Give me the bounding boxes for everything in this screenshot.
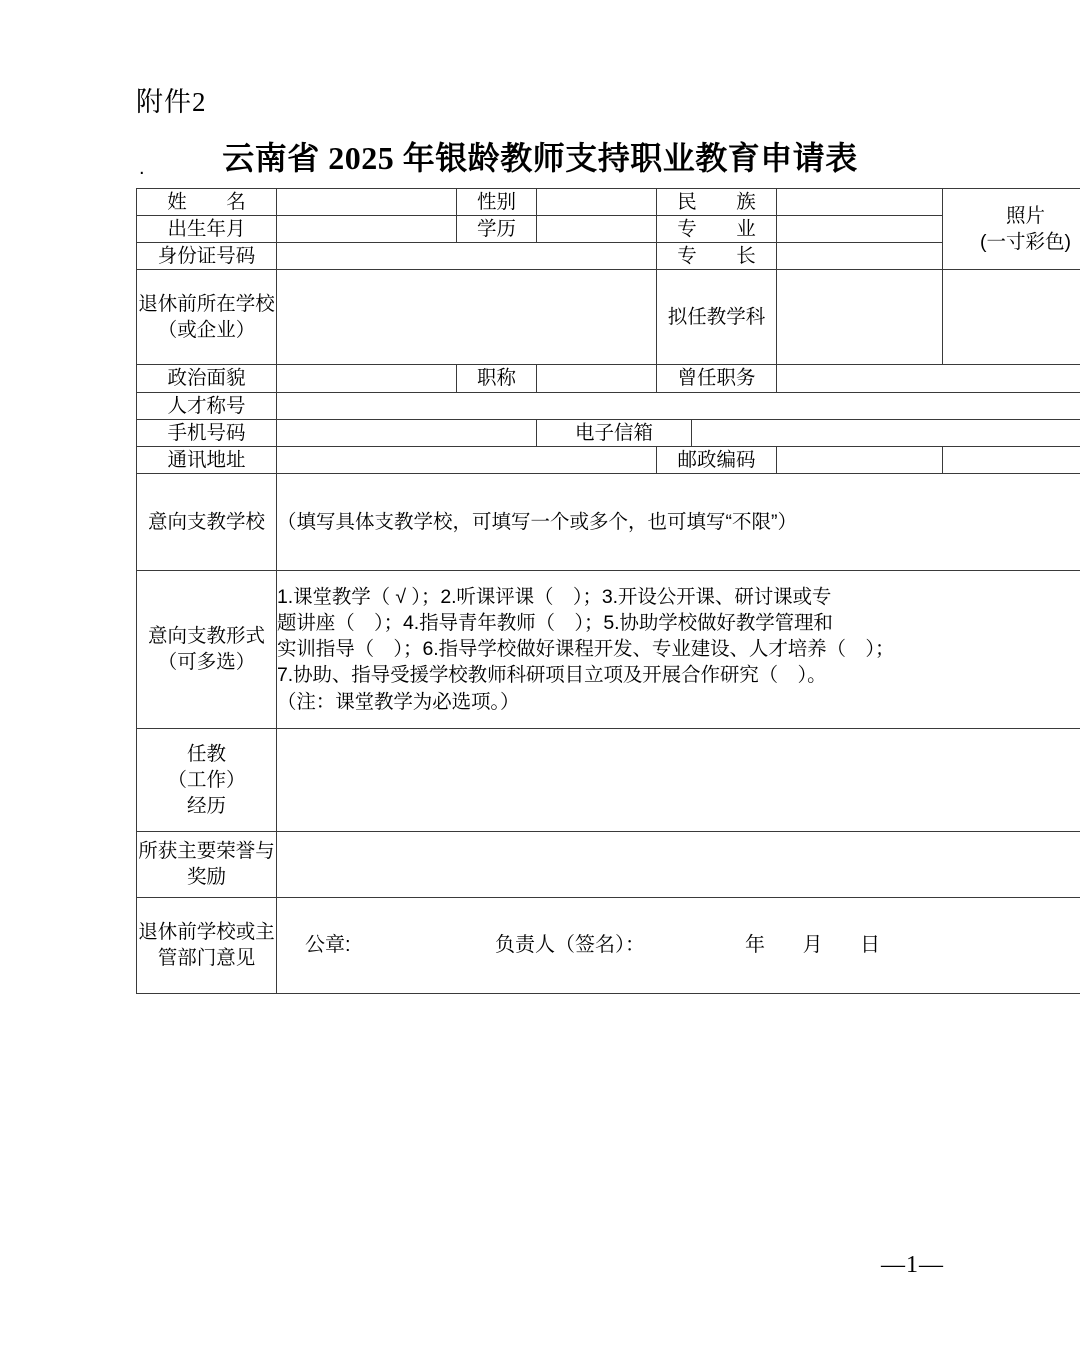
field-political-status[interactable] — [277, 365, 457, 392]
table-row-address — [137, 446, 1080, 473]
label-political-status: 政治面貌 — [137, 365, 277, 392]
table-row-talent-title — [137, 392, 1080, 419]
field-postcode[interactable] — [777, 446, 943, 473]
table-row-intended-form — [137, 570, 1080, 728]
table-row-id — [137, 243, 1080, 270]
label-intended-school: 意向支教学校 — [137, 473, 277, 570]
table-row-previous-school — [137, 270, 1080, 365]
label-former-post: 曾任职务 — [657, 365, 777, 392]
field-former-post[interactable] — [777, 365, 1080, 392]
year-label: 年 — [745, 933, 765, 956]
photo-label-line1: 照片 — [1006, 205, 1046, 228]
field-intended-subject[interactable] — [777, 270, 943, 365]
label-major: 专 业 — [657, 216, 777, 243]
field-birth-date[interactable] — [277, 216, 457, 243]
label-name: 姓 名 — [137, 189, 277, 216]
field-email[interactable] — [692, 419, 1080, 446]
intended-form-line-2: 题讲座（ ）；4.指导青年教师（ ）；5.协助学校做好教学管理和 — [277, 612, 833, 635]
label-mobile: 手机号码 — [137, 419, 277, 446]
label-previous-school: 退休前所在学校（或企业） — [137, 270, 277, 365]
field-intended-school[interactable] — [277, 473, 1080, 570]
field-specialty[interactable] — [777, 243, 943, 270]
responsible-person-label: 负责人（签名）： — [495, 933, 645, 956]
table-row-opinion — [137, 897, 1080, 993]
page-number: —1— — [881, 1252, 944, 1278]
table-row-honors — [137, 831, 1080, 897]
table-row-name — [137, 189, 1080, 216]
label-intended-form: 意向支教形式（可多选） — [137, 570, 277, 728]
field-name[interactable] — [277, 189, 457, 216]
field-address[interactable] — [277, 446, 657, 473]
label-postcode: 邮政编码 — [657, 446, 777, 473]
label-ethnicity: 民 族 — [657, 189, 777, 216]
table-row-experience — [137, 728, 1080, 831]
day-label: 日 — [860, 933, 881, 956]
attachment-label: 附件2 — [136, 87, 207, 117]
field-previous-school[interactable] — [277, 270, 657, 365]
field-ethnicity[interactable] — [777, 189, 943, 216]
table-row-intended-school — [137, 473, 1080, 570]
field-teaching-experience[interactable] — [277, 728, 1080, 831]
photo-placeholder — [943, 189, 1080, 270]
label-specialty: 专 长 — [657, 243, 777, 270]
label-professional-title: 职称 — [457, 365, 537, 392]
photo-cell-lower — [943, 270, 1080, 365]
field-mobile[interactable] — [277, 419, 537, 446]
photo-label-line2: (一寸彩色) — [980, 231, 1072, 254]
experience-label-line2: （工作） — [167, 768, 246, 791]
signature-row — [277, 932, 1080, 959]
label-honors-awards: 所获主要荣誉与奖励 — [137, 831, 277, 897]
field-intended-form-options[interactable] — [277, 570, 1080, 728]
date-labels — [745, 932, 912, 959]
intended-form-line-5: （注：课堂教学为必选项。） — [277, 690, 520, 713]
label-teaching-experience — [137, 728, 277, 831]
application-form-table — [136, 188, 1080, 994]
label-id-number: 身份证号码 — [137, 243, 277, 270]
label-education: 学历 — [457, 216, 537, 243]
intended-school-hint: （填写具体支教学校，可填写一个或多个，也可填写“不限”） — [277, 510, 797, 533]
field-authority-opinion[interactable] — [277, 897, 1080, 993]
experience-label-line1: 任教 — [186, 742, 226, 765]
field-honors-awards[interactable] — [277, 831, 1080, 897]
stray-dot-mark: . — [139, 157, 145, 179]
label-address: 通讯地址 — [137, 446, 277, 473]
label-talent-title: 人才称号 — [137, 392, 277, 419]
experience-label-line3: 经历 — [186, 794, 226, 817]
month-label: 月 — [802, 933, 823, 956]
page-title: 云南省 2025 年银龄教师支持职业教育申请表 — [222, 140, 858, 176]
table-row-birth — [137, 216, 1080, 243]
field-professional-title[interactable] — [537, 365, 657, 392]
field-talent-title[interactable] — [277, 392, 1080, 419]
intended-form-line-3: 实训指导（ ）；6.指导学校做好课程开发、专业建设、人才培养（ ）； — [277, 638, 895, 661]
label-gender: 性别 — [457, 189, 537, 216]
label-email: 电子信箱 — [537, 419, 692, 446]
intended-form-line-4: 7.协助、指导受援学校教师科研项目立项及开展合作研究（ ）。 — [277, 664, 827, 687]
label-birth-date: 出生年月 — [137, 216, 277, 243]
intended-form-line-1: 1.课堂教学（ √ ）；2.听课评课（ ）；3.开设公开课、研讨课或专 — [277, 586, 832, 609]
label-authority-opinion: 退休前学校或主管部门意见 — [137, 897, 277, 993]
field-major[interactable] — [777, 216, 943, 243]
table-row-political — [137, 365, 1080, 392]
table-row-contact — [137, 419, 1080, 446]
field-gender[interactable] — [537, 189, 657, 216]
official-seal-label: 公章: — [305, 933, 351, 956]
field-id-number[interactable] — [277, 243, 657, 270]
label-intended-subject: 拟任教学科 — [657, 270, 777, 365]
field-education[interactable] — [537, 216, 657, 243]
